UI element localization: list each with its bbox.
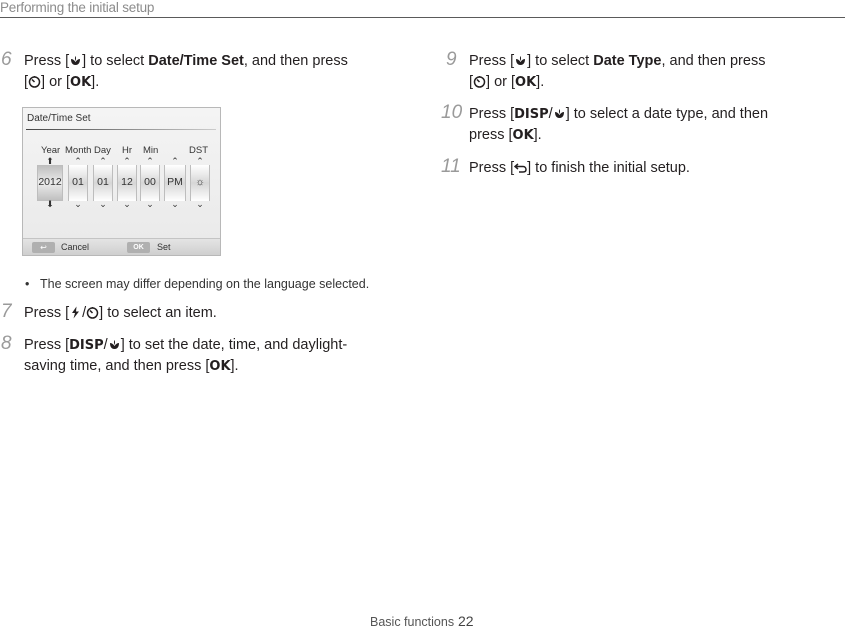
chevron-down-icon: ⌄ — [171, 199, 179, 209]
col-month-day: Month Day — [65, 145, 111, 156]
step-10: 10 Press [DISP/ ] to select a date type, and then press [OK]. — [469, 104, 768, 146]
disp-key: DISP — [69, 338, 104, 353]
macro-icon — [553, 106, 566, 119]
step-number: 8 — [1, 333, 12, 354]
dst-wheel[interactable] — [190, 156, 210, 209]
page-number: 22 — [458, 613, 474, 627]
step-number: 10 — [441, 102, 463, 123]
timer-icon — [86, 305, 99, 318]
ampm-wheel[interactable]: ⌃ PM ⌄ — [164, 165, 186, 201]
note-text: The screen may differ depending on the language selected. — [40, 277, 370, 291]
screen-divider — [26, 129, 216, 130]
chevron-up-icon: ⌃ — [74, 156, 82, 166]
day-wheel[interactable]: ⌃ 01 ⌄ — [93, 165, 113, 201]
menu-name: Date Type — [593, 53, 662, 69]
step-number: 11 — [441, 156, 461, 177]
macro-icon — [108, 337, 121, 350]
chevron-up-icon: ⌃ — [123, 156, 131, 166]
back-icon — [514, 160, 527, 173]
col-min: Min — [143, 145, 159, 156]
chevron-down-icon: ⌄ — [146, 199, 154, 209]
arrow-up-icon: ⬆ — [46, 156, 54, 166]
chevron-down-icon: ⌄ — [196, 199, 204, 209]
cancel-label: Cancel — [61, 242, 90, 252]
chevron-down-icon: ⌄ — [99, 199, 107, 209]
hour-wheel[interactable]: ⌃ 12 ⌄ — [117, 165, 137, 201]
step-number: 7 — [1, 301, 12, 322]
month-wheel[interactable]: ⌃ 01 ⌄ — [68, 165, 88, 201]
step-6: 6 Press [ ] to select Date/Time Set, and then press [ ] or [OK]. — [24, 51, 348, 93]
chevron-up-icon: ⌃ — [196, 156, 204, 166]
ok-key: OK — [209, 359, 231, 374]
timer-icon — [28, 74, 41, 87]
year-wheel[interactable]: ⬆ 2012 ⬇ — [38, 156, 62, 209]
ok-key: OK — [515, 75, 537, 90]
chevron-up-icon: ⌃ — [146, 156, 154, 166]
back-button[interactable]: ↩ — [32, 242, 55, 253]
ok-key: OK — [70, 75, 92, 90]
header-rule — [0, 17, 845, 18]
screen-title: Date/Time Set — [27, 113, 91, 124]
macro-icon — [514, 53, 527, 66]
minute-wheel[interactable]: ⌃ 00 ⌄ — [140, 165, 160, 201]
chevron-up-icon: ⌃ — [99, 156, 107, 166]
footer-section: Basic functions — [370, 615, 455, 627]
date-time-set-screen — [22, 107, 221, 256]
chevron-down-icon: ⌄ — [74, 199, 82, 209]
step-number: 9 — [446, 49, 457, 70]
header-title: Performing the initial setup — [0, 0, 155, 15]
timer-icon — [473, 74, 486, 87]
disp-key: DISP — [514, 107, 549, 122]
step-11: 11 Press [ ] to finish the initial setup. — [441, 156, 690, 177]
chevron-down-icon: ⌄ — [123, 199, 131, 209]
flash-icon — [69, 305, 82, 318]
dst-sun-icon: ☼ — [195, 176, 205, 188]
macro-icon — [69, 53, 82, 66]
screen-button-bar — [23, 238, 220, 255]
step-8: 8 Press [DISP/ ] to set the date, time, and daylight- saving time, and then press [OK]. — [24, 335, 347, 377]
step-number: 6 — [1, 49, 12, 70]
menu-name: Date/Time Set — [148, 53, 244, 69]
chevron-up-icon: ⌃ — [171, 156, 179, 166]
step-7: 7 Press [ / ] to select an item. — [1, 301, 217, 322]
col-year: Year — [41, 145, 61, 156]
set-label: Set — [157, 242, 171, 252]
ok-key: OK — [512, 128, 534, 143]
arrow-down-icon: ⬇ — [46, 199, 54, 209]
step-9: 9 Press [ ] to select Date Type, and then press [ ] or [OK]. — [469, 51, 765, 93]
col-hr: Hr — [122, 145, 133, 156]
ok-button[interactable]: OK — [127, 242, 150, 253]
col-dst: DST — [189, 145, 208, 156]
